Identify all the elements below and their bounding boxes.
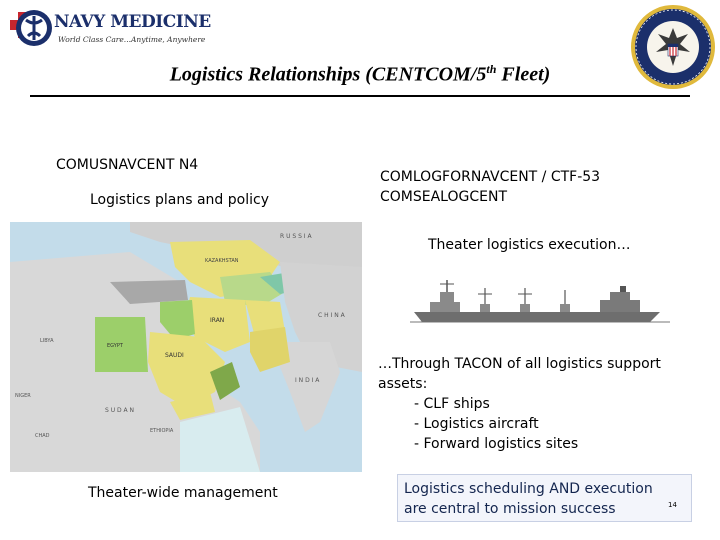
right-heading [380,167,600,207]
supply-ship-icon [410,278,670,328]
right-heading-line2: COMSEALOGCENT [380,189,507,205]
callout-text [404,479,653,519]
tacon-text [378,354,661,454]
title-main: Logistics Relationships (CENTCOM/5 [169,63,487,86]
map-label-china: C H I N A [318,312,345,319]
navy-medicine-logo [8,6,211,54]
page-number: 14 [668,501,677,509]
tacon-item-sites: - Forward logistics sites [414,436,579,452]
map-label-egypt: EGYPT [107,343,123,349]
tacon-item-clf-ships: - CLF ships [414,396,490,412]
map-label-niger: NIGER [15,393,31,399]
title-divider [30,95,690,97]
map-label-iran: IRAN [210,317,225,324]
map-label-ethiopia: ETHIOPIA [150,428,174,434]
brand-tagline: World Class Care...Anytime, Anywhere [58,35,206,44]
callout-line2: are central to mission success [404,501,616,517]
tacon-line2: assets: [378,376,428,392]
callout-box [397,474,692,522]
middle-east-map [10,222,362,472]
map-label-russia: R U S S I A [280,233,312,240]
right-heading-line1: COMLOGFORNAVCENT / CTF-53 [380,169,601,185]
title-end: Fleet) [496,63,551,86]
left-heading: COMUSNAVCENT N4 [56,157,199,173]
map-label-chad: CHAD [35,433,50,439]
left-subheading: Logistics plans and policy [90,192,269,208]
tacon-line1: …Through TACON of all logistics support [378,356,661,372]
map-label-sudan: S U D A N [105,407,135,414]
map-label-saudi: SAUDI [165,352,184,359]
map-label-kazakhstan: KAZAKHSTAN [205,258,239,264]
callout-line1: Logistics scheduling AND execution [404,481,653,497]
map-label-india: I N D I A [295,377,320,384]
map-label-libya: LIBYA [40,338,54,344]
brand-wordmark: NAVY MEDICINE [54,12,211,32]
slide-title [0,62,720,87]
left-footer: Theater-wide management [88,485,278,501]
execution-text: Theater logistics execution… [428,237,631,253]
tacon-item-aircraft: - Logistics aircraft [414,416,539,432]
title-superscript: th [486,62,497,76]
